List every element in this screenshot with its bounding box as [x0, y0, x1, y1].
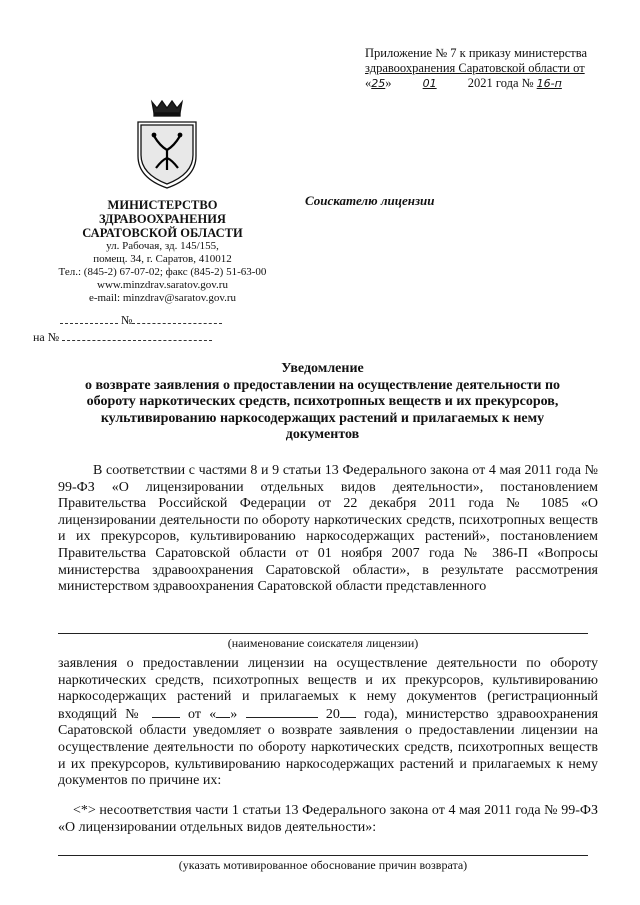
notice-title: [45, 361, 600, 444]
registration-number-sign: №: [121, 313, 133, 327]
notice-title-line-1: Уведомление: [281, 361, 364, 376]
reason-justification-caption: (указать мотивированное обоснование причин возврата): [178, 858, 468, 872]
appendix-line-2: здравоохранения Саратовской области от: [365, 61, 585, 75]
registration-number-line: [60, 313, 240, 328]
recipient-label: Соискателю лицензии: [305, 193, 435, 208]
appendix-number: 16-п: [536, 77, 562, 90]
ministry-phone: Тел.: (845-2) 67-07-02; факс (845-2) 51-63-00: [58, 266, 267, 278]
paragraph-reason: <*> несоответствия части 1 статьи 13 Федерального закона от 4 мая 2011 года № 99-ФЗ «О лицензировании отдельных видов деятельности»:: [58, 803, 598, 835]
appendix-month: 01: [422, 77, 437, 90]
appendix-year-text: 2021 года №: [467, 76, 534, 90]
ministry-address-2: помещ. 34, г. Саратов, 410012: [93, 253, 232, 265]
applicant-name-caption: (наименование соискателя лицензии): [227, 636, 419, 650]
notice-title-line-2: о возврате заявления о предоставлении на осуществление деятельности по: [84, 377, 561, 393]
notice-title-line-5: документов: [285, 427, 360, 442]
notice-title-line-3: обороту наркотических средств, психотропных веществ и их прекурсоров,: [86, 394, 559, 409]
registration-na-label: на №: [33, 330, 60, 344]
appendix-line-1: Приложение № 7 к приказу министерства: [365, 46, 588, 60]
notice-title-line-4: культивированию наркосодержащих растений и прилагаемых к нему: [100, 410, 545, 426]
registration-reference-line: [33, 330, 253, 345]
ministry-address-1: ул. Рабочая, зд. 145/155,: [106, 240, 219, 252]
paragraph-legal-basis: В соответствии с частями 8 и 9 статьи 13 Федерального закона от 4 мая 2011 года № 99-ФЗ «О лицензировании отдельных видов деятельности», постановлением Правительства Российской Федерации от 22 декабря 2011 года № 1085 «О лицензировании деятельности по обороту наркотических средств, психотропных веществ и их прекурсоров, культивированию наркосодержащих растений», постановлением Правительства Саратовской области от 01 ноября 2007 года № 386-П «Вопросы министерства здравоохранения Саратовской области», в результате рассмотрения министерством здравоохранения Саратовской области представленного: [58, 463, 598, 595]
reason-justification-line: [58, 855, 588, 856]
paragraph-return-notice: заявления о предоставлении лицензии на осуществление деятельности по обороту наркотических средств, психотропных веществ и их прекурсоров, культивированию наркосодержащих растений и прилагаемых к нему документов (регистрационный входящий № от « » 20 года), министерство здравоохранения Саратовской области уведомляет о возврате заявления о предоставлении лицензии на осуществление деятельности по обороту наркотических средств, психотропных веществ и их прекурсоров, культивированию наркосодержащих растений и прилагаемых к нему документов по причине их:: [58, 656, 599, 789]
ministry-letterhead: [55, 198, 270, 305]
appendix-line-3: «25» 01 2021 года № 16-п: [365, 76, 562, 90]
appendix-block: [365, 46, 605, 91]
appendix-day: 25: [371, 77, 386, 90]
ministry-website: www.minzdrav.saratov.gov.ru: [97, 279, 228, 291]
ministry-name-line-3: САРАТОВСКОЙ ОБЛАСТИ: [82, 226, 243, 240]
ministry-name-line-1: МИНИСТЕРСТВО: [107, 198, 218, 212]
applicant-name-line: [58, 633, 588, 634]
ministry-email: e-mail: minzdrav@saratov.gov.ru: [88, 292, 237, 304]
saratov-coat-of-arms-icon: [130, 98, 204, 190]
ministry-name-line-2: ЗДРАВООХРАНЕНИЯ: [99, 212, 226, 226]
